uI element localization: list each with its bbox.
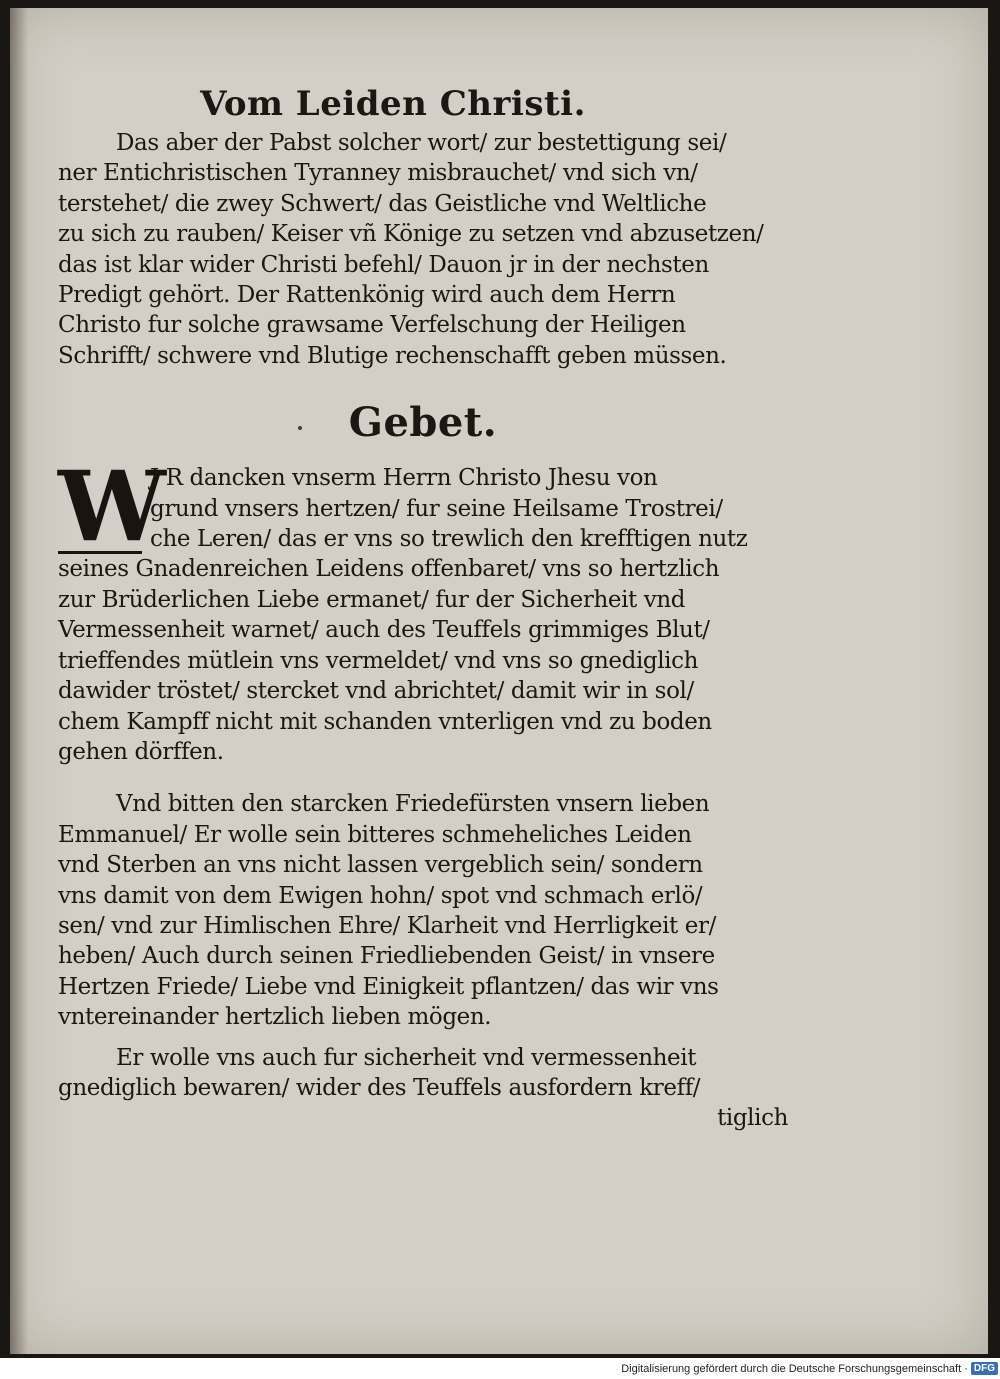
text-line: dawider tröstet/ stercket vnd abrichtet/ damit wir in sol/ [58,678,694,705]
text-line: che Leren/ das er vns so trewlich den krefftigen nutz [150,526,748,553]
text-line: Christo fur solche grawsame Verfelschung der Heiligen [58,312,686,339]
text-line: Er wolle vns auch fur sicherheit vnd vermessenheit [116,1044,697,1071]
text-line: seines Gnadenreichen Leidens offenbaret/ vns so hertzlich [58,556,720,583]
text-line: zur Brüderlichen Liebe ermanet/ fur der Sicherheit vnd [58,586,686,613]
text-line: Schrifft/ schwere vnd Blutige rechenschafft geben müssen. [58,342,727,369]
text-line: J R dancken vnserm Herrn Christo Jhesu von [150,465,658,492]
decorated-initial: W [58,450,166,564]
text-line: heben/ Auch durch seinen Friedliebenden Geist/ in vnsere [58,943,715,970]
text-line: Vnd bitten den starcken Friedefürsten vnsern lieben [116,791,710,818]
page-text [58,84,788,1134]
text-line: gehen dörffen. [58,738,224,765]
dfg-logo-icon: DFG [971,1362,998,1375]
text-line: gnediglich bewaren/ wider des Teuffels ausfordern kreff/ [58,1074,701,1101]
text-line: vns damit von dem Ewigen hohn/ spot vnd schmach erlö/ [58,882,703,909]
text-line: Emmanuel/ Er wolle sein bitteres schmeheliches Leiden [58,821,692,848]
catchword: tiglich [717,1105,788,1132]
closing-paragraph [58,1043,788,1134]
text-line: Predigt gehört. Der Rattenkönig wird auch dem Herrn [58,282,676,309]
prayer-paragraph [58,450,788,767]
page-heading: Vom Leiden Christi. [200,84,586,124]
text-line: ner Entichristischen Tyranney misbrauchet/ vnd sich vn/ [58,160,698,187]
petition-paragraph [58,789,788,1032]
text-line: das ist klar wider Christi befehl/ Dauon jr in der nechsten [58,251,709,278]
text-line: grund vnsers hertzen/ fur seine Heilsame Trostrei/ [150,495,723,522]
text-line: sen/ vnd zur Himlischen Ehre/ Klarheit vnd Herrligkeit er/ [58,912,716,939]
text-line: chem Kampff nicht mit schanden vnterligen vnd zu boden [58,708,712,735]
text-line: vnd Sterben an vns nicht lassen vergeblich sein/ sondern [58,852,703,879]
text-line: terstehet/ die zwey Schwert/ das Geistliche vnd Weltliche [58,190,707,217]
text-line: zu sich zu rauben/ Keiser vñ Könige zu setzen vnd abzusetzen/ [58,221,764,248]
intro-paragraph [58,128,788,371]
gebet-heading: Gebet. [348,399,498,447]
text-line: trieffendes mütlein vns vermeldet/ vnd vns so gnediglich [58,647,699,674]
text-line: Das aber der Pabst solcher wort/ zur bestettigung sei/ [116,130,727,156]
digitization-footer [600,1358,998,1379]
text-line: vntereinander hertzlich lieben mögen. [58,1004,492,1031]
footer-credit: Digitalisierung gefördert durch die Deutsche Forschungsgemeinschaft · [621,1362,968,1375]
text-line: Vermessenheit warnet/ auch des Teuffels grimmiges Blut/ [58,617,710,644]
text-line: Hertzen Friede/ Liebe vnd Einigkeit pflantzen/ das wir vns [58,973,719,1000]
